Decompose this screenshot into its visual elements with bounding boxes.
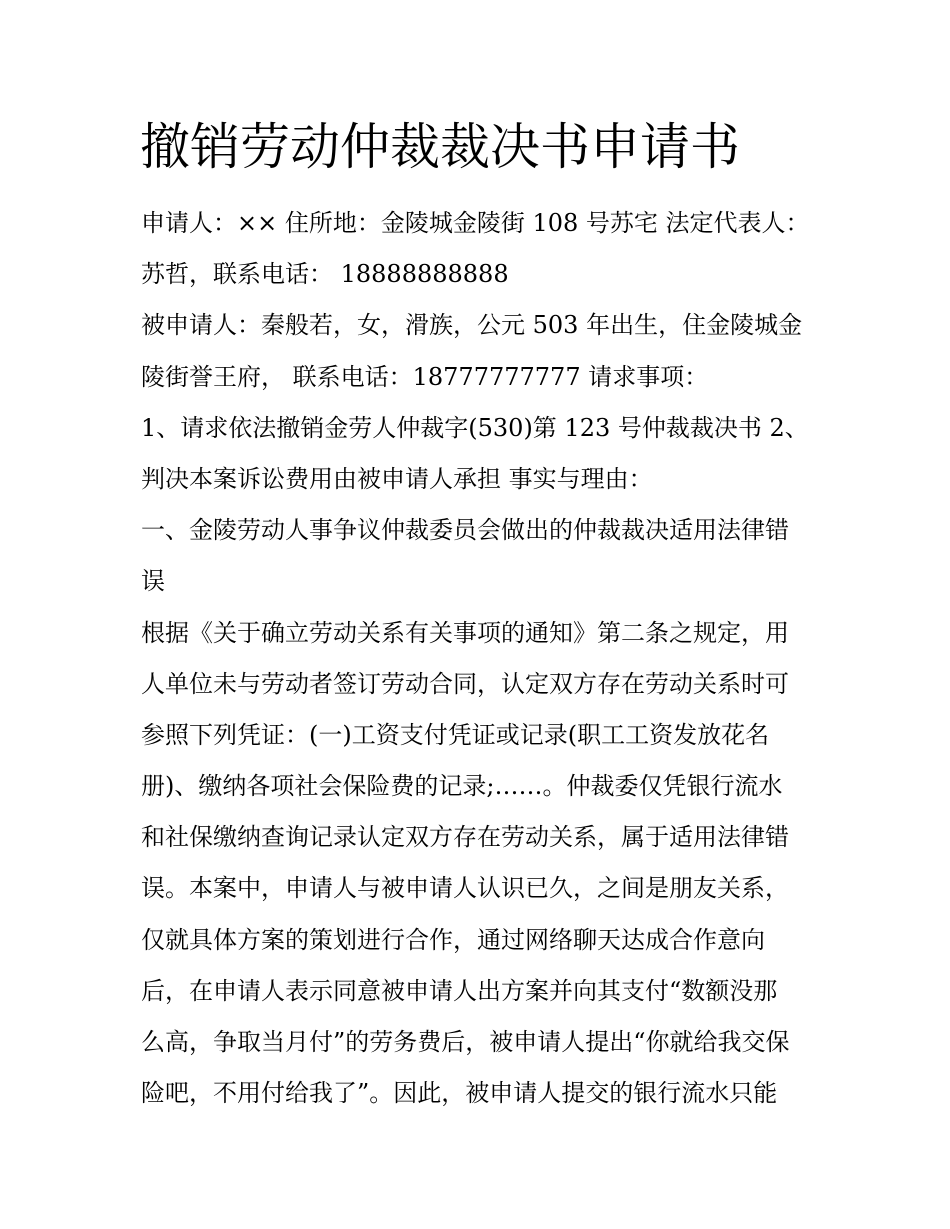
text-line: 参照下列凭证：(一)工资支付凭证或记录(职工工资发放花名 [141,720,770,749]
text-line: 苏哲，联系电话： 18888888888 [141,260,509,289]
document-body [141,198,821,1119]
text-line: 一、金陵劳动人事争议仲裁委员会做出的仲裁裁决适用法律错 [141,516,789,545]
text-line: 仅就具体方案的策划进行合作，通过网络聊天达成合作意向 [141,925,765,954]
text-line: 申请人：×× 住所地：金陵城金陵街 108 号苏宅 法定代表人： [141,209,810,237]
text-line: 1、请求依法撤销金劳人仲裁字(530)第 123 号仲裁裁决书 2、 [141,413,809,442]
text-line: 人单位未与劳动者签订劳动合同，认定双方存在劳动关系时可 [141,669,789,698]
text-line: 被申请人：秦般若，女，滑族，公元 503 年出生，住金陵城金 [141,311,803,340]
text-line: 误 [141,567,165,596]
document-title: 撤销劳动仲裁裁决书申请书 [140,118,740,176]
text-line: 和社保缴纳查询记录认定双方存在劳动关系，属于适用法律错 [141,823,789,852]
text-line: 根据《关于确立劳动关系有关事项的通知》第二条之规定，用 [141,618,789,647]
text-line: 陵街誉王府， 联系电话：18777777777 请求事项： [141,362,709,391]
text-line: 险吧，不用付给我了”。因此，被申请人提交的银行流水只能 [141,1079,778,1108]
text-line: 册)、缴纳各项社会保险费的记录;……。仲裁委仅凭银行流水 [141,772,783,801]
text-line: 判决本案诉讼费用由被申请人承担 事实与理由： [141,464,653,493]
text-line: 后，在申请人表示同意被申请人出方案并向其支付“数额没那 [141,976,778,1005]
text-line: 么高，争取当月付”的劳务费后，被申请人提出“你就给我交保 [141,1028,790,1056]
text-line: 误。本案中，申请人与被申请人认识已久，之间是朋友关系， [141,874,789,903]
